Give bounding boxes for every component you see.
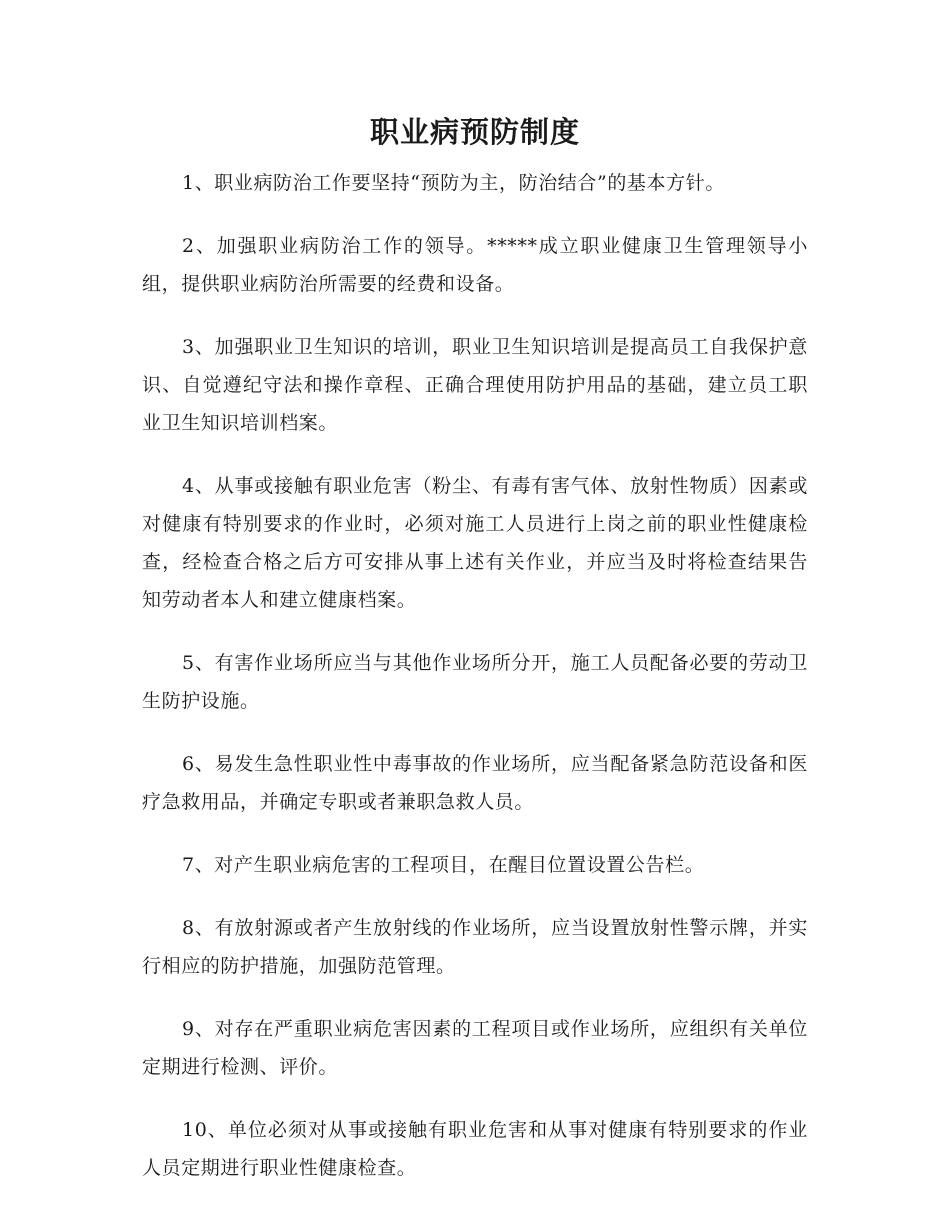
paragraph-1: 1、职业病防治工作要坚持“预防为主，防治结合”的基本方针。 xyxy=(182,172,725,194)
paragraph-5: 5、有害作业场所应当与其他作业场所分开，施工人员配备必要的劳动卫生防护设施。 xyxy=(142,652,808,712)
paragraph-4: 4、从事或接触有职业危害（粉尘、有毒有害气体、放射性物质）因素或对健康有特别要求的作业时，必须对施工人员进行上岗之前的职业性健康检查，经检查合格之后方可安排从事上述有关作业，并应当及时将检查结果告知劳动者本人和建立健康档案。 xyxy=(142,475,808,611)
paragraph-6: 6、易发生急性职业性中毒事故的作业场所，应当配备紧急防范设备和医疗急救用品，并确定专职或者兼职急救人员。 xyxy=(142,753,808,813)
paragraph-9: 9、对存在严重职业病危害因素的工程项目或作业场所，应组织有关单位定期进行检测、评价。 xyxy=(142,1018,808,1078)
paragraph-7: 7、对产生职业病危害的工程项目，在醒目位置设置公告栏。 xyxy=(182,854,705,876)
paragraph-2: 2、加强职业病防治工作的领导。*****成立职业健康卫生管理领导小组，提供职业病防治所需要的经费和设备。 xyxy=(142,235,808,295)
document-body xyxy=(142,164,808,1212)
paragraph-10: 10、单位必须对从事或接触有职业危害和从事对健康有特别要求的作业人员定期进行职业性健康检查。 xyxy=(142,1119,808,1179)
paragraph-3: 3、加强职业卫生知识的培训，职业卫生知识培训是提高员工自我保护意识、自觉遵纪守法和操作章程、正确合理使用防护用品的基础，建立员工职业卫生知识培训档案。 xyxy=(142,336,808,434)
document-title: 职业病预防制度 xyxy=(369,115,580,149)
paragraph-8: 8、有放射源或者产生放射线的作业场所，应当设置放射性警示牌，并实行相应的防护措施，加强防范管理。 xyxy=(142,917,808,977)
